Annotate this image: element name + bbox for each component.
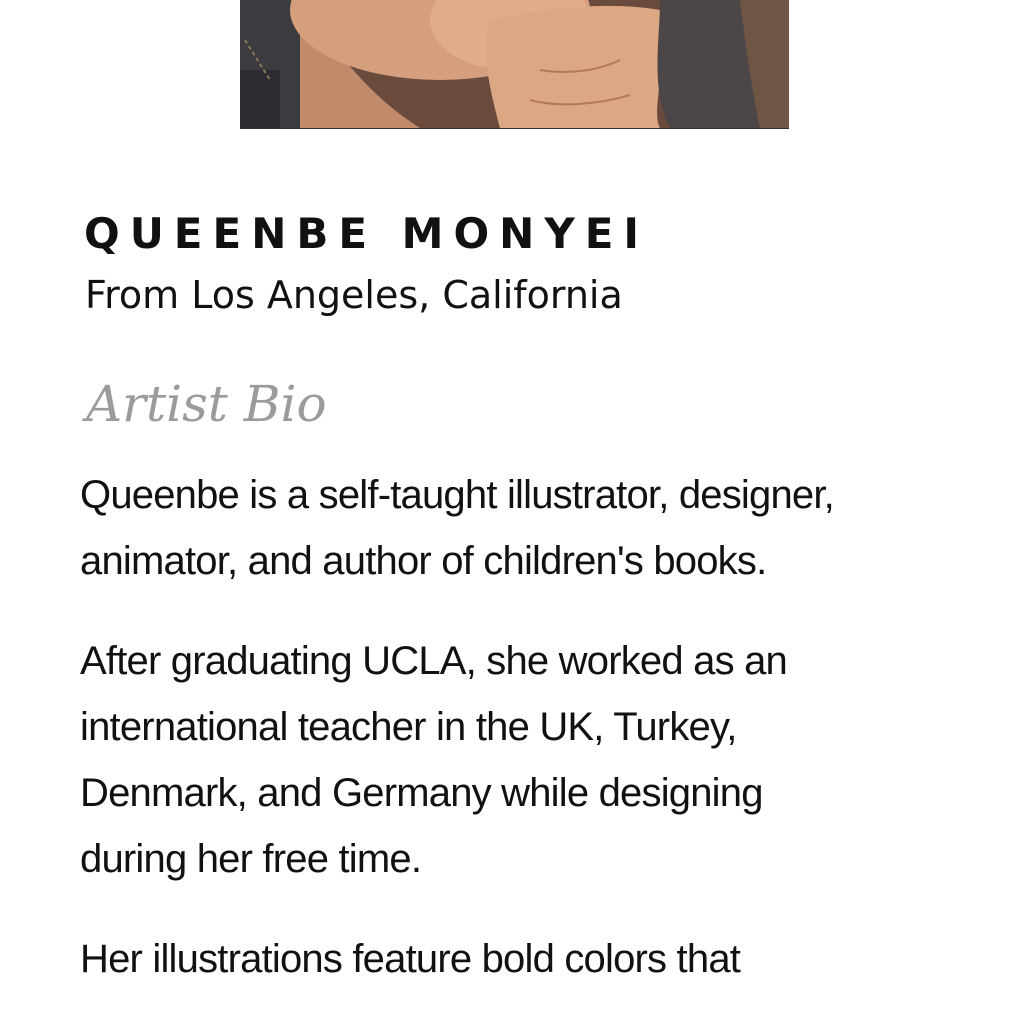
bio-paragraph: [80, 926, 940, 992]
artist-bio-body: [80, 462, 940, 1017]
artist-photo-image: [240, 0, 789, 128]
bio-paragraph: [80, 628, 940, 892]
bio-line: Her illustrations feature bold colors that: [80, 937, 741, 981]
bio-line: during her free time.: [80, 837, 422, 881]
bio-paragraph: [80, 462, 940, 594]
bio-line: international teacher in the UK, Turkey,: [80, 705, 737, 749]
bio-line: Denmark, and Germany while designing: [80, 771, 763, 815]
bio-line: animator, and author of children's books.: [80, 539, 767, 583]
artist-photo: [240, 0, 789, 129]
artist-location: From Los Angeles, California: [85, 273, 623, 317]
bio-line: Queenbe is a self-taught illustrator, designer,: [80, 473, 834, 517]
artist-bio-heading: Artist Bio: [86, 375, 327, 433]
artist-name: QUEENBE MONYEI: [84, 209, 650, 258]
bio-line: After graduating UCLA, she worked as an: [80, 639, 787, 683]
